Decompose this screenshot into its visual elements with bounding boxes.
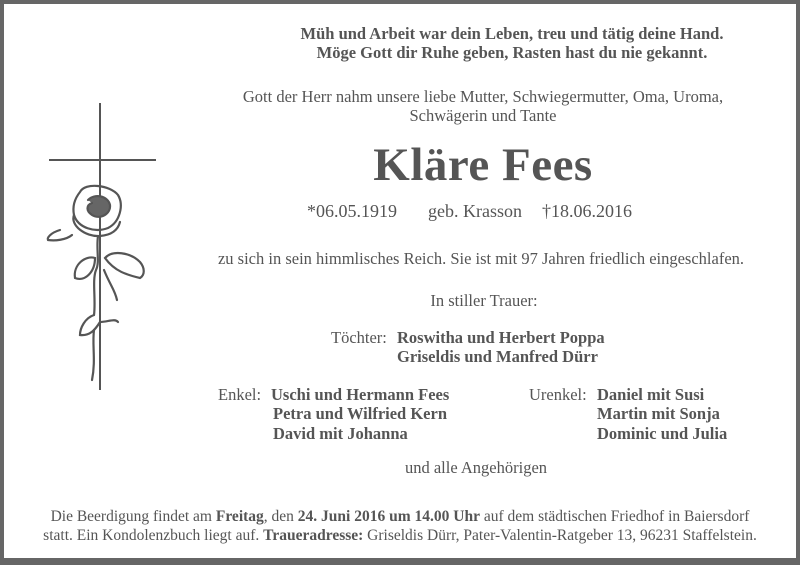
maiden-name: geb. Krasson	[428, 201, 522, 221]
grandchild-name: Uschi und Hermann Fees	[271, 385, 450, 404]
grandchild-name: David mit Johanna	[273, 424, 408, 443]
great-grandchild-name: Daniel mit Susi	[597, 385, 705, 404]
verse-line-1: Müh und Arbeit war dein Leben, treu und tätig deine Hand.	[300, 24, 724, 43]
deceased-name: Kläre Fees	[373, 139, 593, 191]
rose-icon	[48, 186, 144, 380]
great-grandchild-name: Dominic und Julia	[597, 424, 728, 443]
birth-date: *06.05.1919	[307, 201, 397, 221]
daughters-label: Töchter:	[331, 328, 387, 347]
statement: zu sich in sein himmlisches Reich. Sie ist mit 97 Jahren friedlich eingeschlafen.	[217, 249, 745, 268]
intro-line-2: Schwägerin und Tante	[409, 106, 557, 125]
verse-line-2: Möge Gott dir Ruhe geben, Rasten hast du nie gekannt.	[316, 43, 708, 62]
daughter-name: Roswitha und Herbert Poppa	[397, 328, 605, 347]
funeral-info-line-2: statt. Ein Kondolenzbuch liegt auf. Traueradresse: Griseldis Dürr, Pater-Valentin-Ratgeber 13, 96231 Staffelstein.	[43, 527, 757, 544]
funeral-info-line-1: Die Beerdigung findet am Freitag, den 24. Juni 2016 um 14.00 Uhr auf dem städtischen Friedhof in Baiersdorf	[50, 508, 750, 525]
mourning-heading: In stiller Trauer:	[430, 291, 538, 310]
great-grandchild-name: Martin mit Sonja	[597, 404, 720, 423]
intro-line-1: Gott der Herr nahm unsere liebe Mutter, Schwiegermutter, Oma, Uroma,	[242, 87, 724, 106]
grandchildren-label: Enkel:	[218, 385, 262, 404]
death-date: †18.06.2016	[542, 201, 632, 221]
relatives: und alle Angehörigen	[404, 458, 548, 477]
grandchild-name: Petra und Wilfried Kern	[273, 404, 448, 423]
daughter-name: Griseldis und Manfred Dürr	[397, 347, 598, 366]
great-grandchildren-label: Urenkel:	[529, 385, 587, 404]
